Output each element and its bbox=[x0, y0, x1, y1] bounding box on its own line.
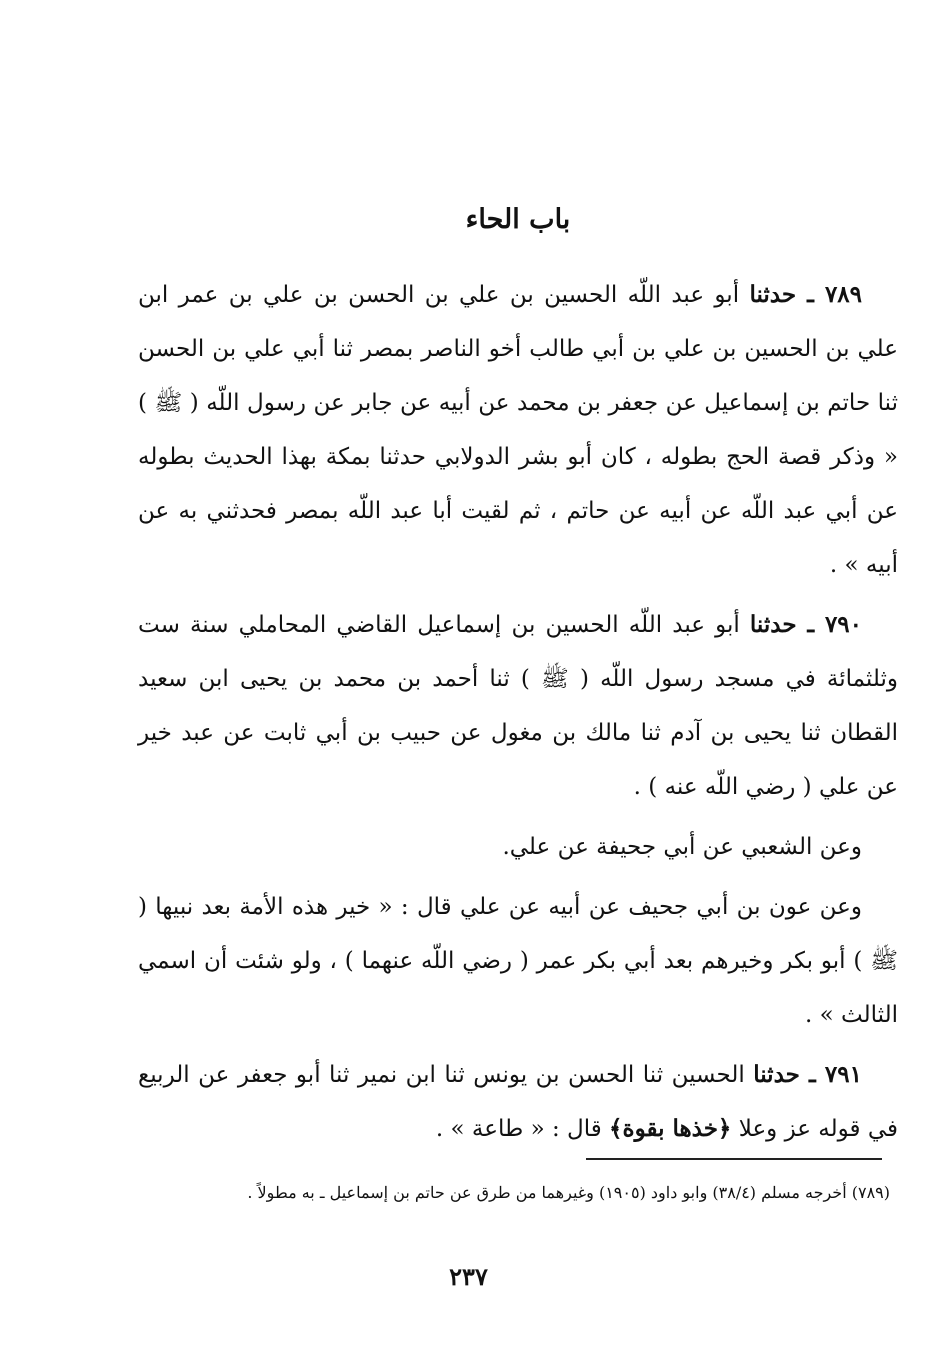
page-number: ٢٣٧ bbox=[449, 1262, 488, 1291]
hadith-number: ٧٩١ bbox=[824, 1061, 862, 1088]
paragraph-shabi: وعن الشعبي عن أبي جحيفة عن علي. bbox=[502, 834, 862, 860]
hadith-keyword: حدثنا bbox=[753, 1061, 800, 1088]
footnote-divider bbox=[586, 1158, 882, 1160]
hadith-789 bbox=[138, 268, 898, 592]
hadith-791 bbox=[138, 1048, 898, 1156]
hadith-keyword: حدثنا bbox=[749, 281, 797, 308]
hadith-dash: ـ bbox=[796, 611, 825, 638]
chapter-heading: باب الحاء bbox=[465, 204, 571, 235]
hadith-text: الحسين ثنا الحسن بن يونس ثنا ابن نمير ثنا أبو جعفر عن الربيع في قوله عز وعلا bbox=[138, 1062, 898, 1142]
hadith-dash: ـ bbox=[799, 1061, 825, 1088]
page-body bbox=[138, 190, 898, 1162]
hadith-text: أبو عبد اللّه الحسين بن إسماعيل القاضي المحاملي سنة ست وثلثمائة في مسجد رسول اللّه ( ﷺ ) ثنا أحمد بن محمد بن يحيى ابن سعيد القطان ثنا يحيى بن آدم ثنا مالك بن مغول عن حبيب بن أبي ثابت عن عبد خير عن علي ( رضي اللّه عنه ) . bbox=[138, 612, 898, 800]
hadith-text: أبو عبد اللّه الحسين بن علي بن الحسن بن علي بن عمر ابن علي بن الحسين بن علي بن أبي طالب أخو الناصر بمصر ثنا أبي علي بن الحسن ثنا حاتم بن إسماعيل عن جعفر بن محمد عن أبيه عن جابر عن رسول اللّه ( ﷺ ) « وذكر قصة الحج بطوله ، كان أبو بشر الدولابي حدثنا بمكة بهذا الحديث بطوله عن أبي عبد اللّه عن أبيه عن حاتم ، ثم لقيت أبا عبد اللّه بمصر فحدثني به عن أبيه » . bbox=[138, 282, 898, 578]
hadith-number: ٧٩٠ bbox=[824, 611, 862, 638]
paragraph-awn: وعن عون بن أبي جحيف عن أبيه عن علي قال : « خير هذه الأمة بعد نبيها ( ﷺ ) أبو بكر وخيرهم بعد أبي بكر عمر ( رضي اللّه عنهما ) ، ولو شئت أن اسمي الثالث » . bbox=[138, 894, 898, 1028]
hadith-text-end: قال : « طاعة » . bbox=[435, 1116, 610, 1142]
hadith-dash: ـ bbox=[796, 281, 825, 308]
hadith-number: ٧٨٩ bbox=[824, 281, 862, 308]
footnote: (٧٨٩) أخرجه مسلم (٣٨/٤) وابو داود (١٩٠٥) وغيرهما من طرق عن حاتم بن إسماعيل ـ به مطولاً . bbox=[247, 1183, 890, 1202]
hadith-790 bbox=[138, 598, 898, 814]
quran-quote: ﴿خذها بقوة﴾ bbox=[609, 1115, 732, 1142]
hadith-keyword: حدثنا bbox=[749, 611, 797, 638]
